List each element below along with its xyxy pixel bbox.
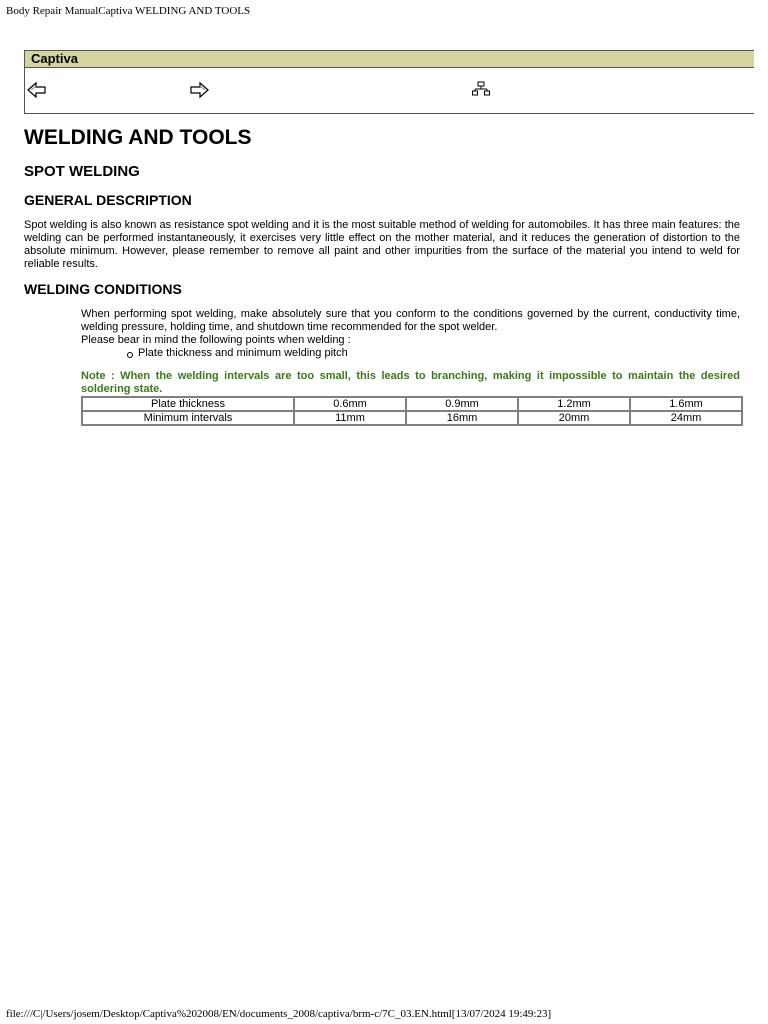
table-cell: 0.9mm (406, 397, 518, 411)
welding-points-list (81, 347, 740, 360)
table-row (82, 411, 742, 425)
list-item: Plate thickness and minimum welding pitch (138, 347, 740, 360)
sitemap-icon (472, 81, 490, 97)
welding-conditions-heading: WELDING CONDITIONS (24, 281, 182, 297)
note-text: Note : When the welding intervals are too small, this leads to branching, making it impossible to maintain the desired soldering state. (81, 370, 740, 395)
table-cell: 20mm (518, 411, 630, 425)
table-cell: Plate thickness (82, 397, 294, 411)
print-header: Body Repair ManualCaptiva WELDING AND TOOLS (6, 5, 251, 17)
arrow-right-icon (189, 81, 209, 99)
table-cell: 16mm (406, 411, 518, 425)
print-footer: file:///C|/Users/josem/Desktop/Captiva%202008/EN/documents_2008/captiva/brm-c/7C_03.EN.html[13/07/2024 19:49:23] (6, 1008, 552, 1020)
welding-pitch-table (81, 396, 743, 426)
welding-conditions-text: When performing spot welding, make absolutely sure that you conform to the conditions governed by the current, conductivity time, welding pressure, holding time, and shutdown time recommended for the spot welder. (81, 308, 740, 333)
table-cell: 1.6mm (630, 397, 742, 411)
section-title: SPOT WELDING (24, 163, 140, 180)
navbox-title: Captiva (25, 51, 754, 68)
table-of-contents-button[interactable] (472, 81, 490, 97)
document-content (24, 124, 740, 426)
bear-in-mind-text: Please bear in mind the following points when welding : (81, 334, 351, 346)
general-description-text: Spot welding is also known as resistance spot welding and it is the most suitable method of welding for automobiles. It has three main features: the welding can be performed instantaneously, it exercises very little effect on the mother material, and it reduces the generation of distortion to the absolute minimum. However, please remember to remove all paint and other impurities from the surface of the material you intend to weld for reliable results. (24, 219, 740, 270)
table-cell: 11mm (294, 411, 406, 425)
table-row (82, 397, 742, 411)
arrow-left-icon (27, 81, 47, 99)
page-title: WELDING AND TOOLS (24, 126, 252, 149)
table-cell: Minimum intervals (82, 411, 294, 425)
general-description-heading: GENERAL DESCRIPTION (24, 192, 192, 208)
table-cell: 24mm (630, 411, 742, 425)
table-cell: 1.2mm (518, 397, 630, 411)
next-page-button[interactable] (189, 81, 209, 99)
table-cell: 0.6mm (294, 397, 406, 411)
welding-conditions-block (81, 308, 740, 426)
navigation-box (24, 50, 754, 114)
previous-page-button[interactable] (27, 81, 47, 99)
